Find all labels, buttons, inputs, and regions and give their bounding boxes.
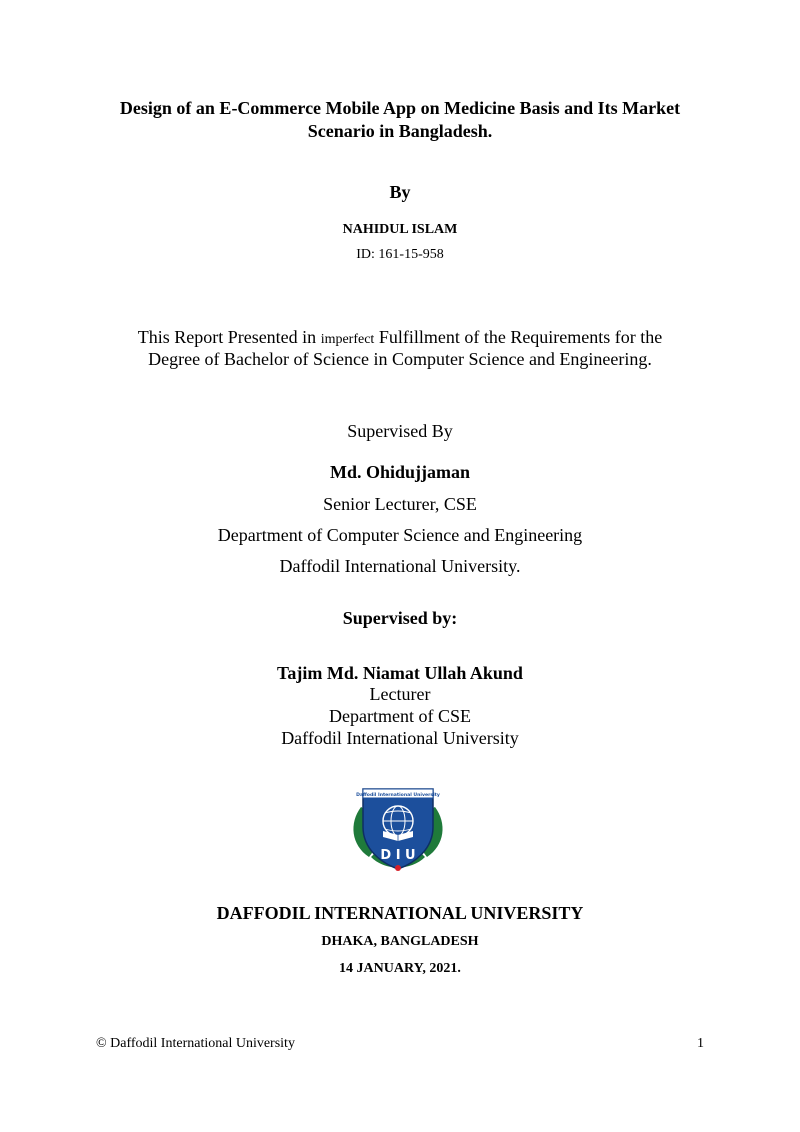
report-statement-line-1 <box>0 328 800 347</box>
report-text-small: imperfect <box>320 332 375 347</box>
supervisor-label: Supervised By <box>347 421 453 441</box>
supervisor-university: Daffodil International University. <box>279 556 521 576</box>
co-supervisor-university: Daffodil International University <box>281 728 519 748</box>
title-line-2: Scenario in Bangladesh. <box>307 121 493 141</box>
page-number: 1 <box>697 1036 704 1051</box>
student-id: ID: 161-15-958 <box>356 247 444 262</box>
submission-date: 14 JANUARY, 2021. <box>339 961 461 976</box>
title-line-1: Design of an E-Commerce Mobile App on Medicine Basis and Its Market <box>119 98 681 118</box>
institution-name: DAFFODIL INTERNATIONAL UNIVERSITY <box>216 903 584 923</box>
co-supervisor-label: Supervised by: <box>342 608 458 628</box>
author-name: NAHIDUL ISLAM <box>342 222 458 237</box>
logo-banner-text: Daffodil International University <box>356 793 440 798</box>
diu-logo <box>343 775 453 875</box>
report-statement-line-2: Degree of Bachelor of Science in Computer Science and Engineering. <box>148 349 652 369</box>
footer-copyright: © Daffodil International University <box>96 1036 295 1051</box>
supervisor-department: Department of Computer Science and Engineering <box>217 525 583 545</box>
logo-letters: D I U <box>380 848 416 863</box>
by-label: By <box>389 182 411 202</box>
supervisor-name: Md. Ohidujjaman <box>329 462 471 482</box>
report-text-after: Fulfillment of the Requirements for the <box>374 327 663 347</box>
institution-location: DHAKA, BANGLADESH <box>321 934 479 949</box>
co-supervisor-name: Tajim Md. Niamat Ullah Akund <box>277 663 523 683</box>
supervisor-role: Senior Lecturer, CSE <box>323 494 477 514</box>
co-supervisor-role: Lecturer <box>369 684 431 704</box>
co-supervisor-department: Department of CSE <box>329 706 471 726</box>
report-text-before: This Report Presented in <box>137 327 321 347</box>
